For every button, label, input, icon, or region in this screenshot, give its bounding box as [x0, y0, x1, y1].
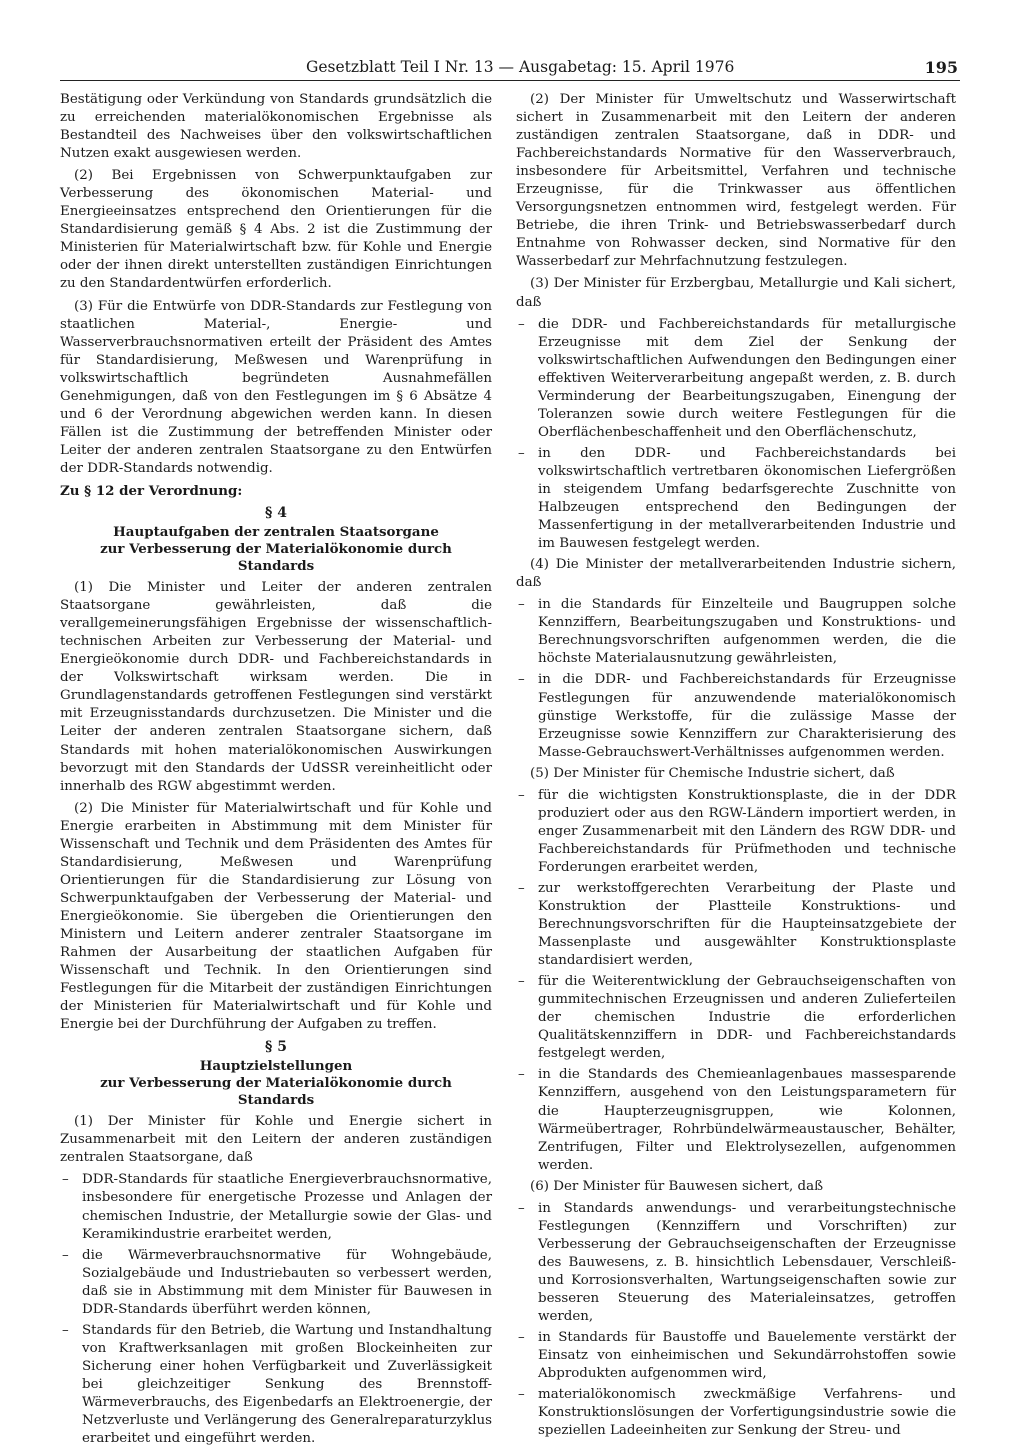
- dash-item: – zur werkstoffgerechten Verarbeitung der Plaste und Konstruktion der Plastteile Konstruktions- und Berechnungsvorschriften für die Haupteinsatzgebiete der Massenplaste und ausgewählter Konstruktionsplaste standardisiert werden,: [516, 880, 956, 970]
- page-header: [60, 58, 960, 81]
- paragraph: (5) Der Minister für Chemische Industrie sichert, daß: [530, 765, 895, 781]
- paragraph: (1) Die Minister und Leiter der anderen zentralen Staatsorgane gewährleisten, daß die verallgemeinerungsfähigen Ergebnisse der wissenschaftlich-technischen Arbeiten zur Verbesserung der Material- und Energieökonomie durch DDR- und Fachbereichstandards in der Volkswirtschaft wirksam werden. Die in Grundlagenstandards getroffenen Festlegungen sind verstärkt mit Erzeugnisstandards durchzusetzen. Die Minister und die Leiter der anderen zentralen Staatsorgane sichern, daß Standards mit hohen materialökonomischen Auswirkungen bevorzugt mit den Standards der UdSSR vereinheitlicht oder innerhalb des RGW abgestimmt werden.: [60, 580, 492, 794]
- dash-item: – in den DDR- und Fachbereichstandards bei volkswirtschaftlich vertretbaren ökonomischen Liefergrößen in steigendem Umfang bedarfsgerechte Zuschnitte von Halbzeugen entsprechend den Bedingungen der Massenfertigung in der metallverarbeitenden Industrie und im Bauwesen festgelegt werden.: [516, 445, 956, 553]
- section-heading: Zu § 12 der Verordnung:: [60, 482, 243, 499]
- paragraph: Bestätigung oder Verkündung von Standards grundsätzlich die zu erreichenden materialökonomischen Ergebnisse als Bestandteil des Nachweises über den volkswirtschaftlichen Nutzen exakt ausgewiesen werden.: [60, 92, 492, 162]
- paragraph-title: [60, 524, 492, 575]
- paragraph-title: [60, 1058, 492, 1109]
- dash-item: – für die wichtigsten Konstruktionsplaste, die in der DDR produziert oder aus den RGW-Ländern importiert werden, in enger Zusammenarbeit mit den Ländern des RGW DDR- und Fachbereichstandards für Prüfmethoden und technische Forderungen erarbeitet werden,: [516, 787, 956, 877]
- dash-item: – die DDR- und Fachbereichstandards für metallurgische Erzeugnisse mit dem Ziel der Senkung der volkswirtschaftlichen Aufwendungen den Bedingungen einer effektiven Weiterverarbeitung angepaßt werden, z. B. durch Verminderung der Bearbeitungszugaben, Einengung der Toleranzen sowie durch weitere Festlegungen für die Oberflächenbeschaffenheit und den Oberflächenschutz,: [516, 316, 956, 442]
- dash-item: – in die Standards des Chemieanlagenbaues massesparende Kennziffern, ausgehend von den Leistungsparametern für die Haupterzeugnisgruppen, wie Kolonnen, Wärmeübertrager, Rohrbündelwärmeaustauscher, Behälter, Zentrifugen, Filter und Elektrolysezellen, aufgenommen werden.: [516, 1066, 956, 1174]
- dash-item: – in die Standards für Einzelteile und Baugruppen solche Kennziffern, Bearbeitungszugaben und Konstruktions- und Berechnungsvorschriften aufgenommen werden, die die höchste Materialausnutzung gewährleisten,: [516, 596, 956, 668]
- header-title: Gesetzblatt Teil I Nr. 13 — Ausgabetag: 15. April 1976: [306, 58, 735, 76]
- dash-item: – für die Weiterentwicklung der Gebrauchseigenschaften von gummitechnischen Erzeugnissen und anderen Zulieferteilen der chemischen Industrie die erforderlichen Qualitätskennziffern in DDR- und Fachbereichstandards festgelegt werden,: [516, 973, 956, 1063]
- dash-item: – in die DDR- und Fachbereichstandards für Erzeugnisse Festlegungen für anzuwendende materialökonomisch günstige Werkstoffe, für die zulässige Masse der Erzeugnisse sowie Kennziffern zur Charakterisierung des Masse-Gebrauchswert-Verhältnisses aufgenommen werden.: [516, 671, 956, 761]
- paragraph-title-line: Hauptzielstellungen: [199, 1058, 353, 1075]
- dash-item: – DDR-Standards für staatliche Energieverbrauchsnormative, insbesondere für energetische Prozesse und Anlagen der chemischen Industrie, der Metallurgie sowie der Glas- und Keramikindustrie erarbeitet werden,: [60, 1171, 492, 1243]
- paragraph-number: § 4: [265, 505, 287, 522]
- dash-item: – Standards für den Betrieb, die Wartung und Instandhaltung von Kraftwerksanlagen mit großen Blockeinheiten zur Sicherung einer hohen Verfügbarkeit und Zuverlässigkeit bei gleichzeitiger Senkung des Brennstoff-Wärmeverbrauchs, des Eigenbedarfs an Elektroenergie, der Netzverluste und Verlängerung des Generalreparaturzyklus erarbeitet und eingeführt werden.: [60, 1322, 492, 1448]
- paragraph: (4) Die Minister der metallverarbeitenden Industrie sichern, daß: [516, 557, 956, 591]
- paragraph-title-line: zur Verbesserung der Materialökonomie durch Standards: [100, 1075, 452, 1109]
- paragraph: (2) Der Minister für Umweltschutz und Wasserwirtschaft sichert in Zusammenarbeit mit den Leitern der anderen zuständigen zentralen Staatsorgane, daß in DDR- und Fachbereichstandards Normative für den Wasserverbrauch, insbesondere für Arbeitsmittel, Verfahren und technische Erzeugnisse, für die Trinkwasser aus öffentlichen Versorgungsnetzen entnommen wird, festgelegt werden. Für Betriebe, die ihren Trink- und Betriebswasserbedarf durch Entnahme von Rohwasser decken, sind Normative für den Wasserbedarf zur Mehrfachnutzung festzulegen.: [516, 92, 956, 270]
- paragraph: (2) Die Minister für Materialwirtschaft und für Kohle und Energie erarbeiten in Abstimmung mit dem Minister für Wissenschaft und Technik und dem Präsidenten des Amtes für Standardisierung, Meßwesen und Warenprüfung Orientierungen für die Standardisierung zur Lösung von Schwerpunktaufgaben der Verbesserung der Material- und Energieökonomie. Sie übergeben die Orientierungen den Ministern und Leitern anderer zentraler Staatsorgane im Rahmen der Ausarbeitung der staatlichen Aufgaben für Wissenschaft und Technik. In den Orientierungen sind Festlegungen für die Mitarbeit der zuständigen Einrichtungen der Ministerien für Materialwirtschaft und für Kohle und Energie bei der Durchführung der Aufgaben zu treffen.: [60, 800, 492, 1033]
- paragraph-title-line: Hauptaufgaben der zentralen Staatsorgane: [113, 524, 439, 541]
- paragraph: (2) Bei Ergebnissen von Schwerpunktaufgaben zur Verbesserung des ökonomischen Material- und Energieeinsatzes entsprechend den Orientierungen für die Standardisierung gemäß § 4 Abs. 2 ist die Zustimmung der Ministerien für Materialwirtschaft bzw. für Kohle und Energie oder der ihnen direkt unterstellten zuständigen Einrichtungen zu den Standardentwürfen erforderlich.: [60, 168, 492, 292]
- paragraph: (1) Der Minister für Kohle und Energie sichert in Zusammenarbeit mit den Leitern der anderen zuständigen zentralen Staatsorgane, daß: [60, 1114, 492, 1166]
- dash-item: – in Standards für Baustoffe und Bauelemente verstärkt der Einsatz von einheimischen und Sekundärrohstoffen sowie Abprodukten aufgenommen wird,: [516, 1329, 956, 1383]
- dash-item: – die Wärmeverbrauchsnormative für Wohngebäude, Sozialgebäude und Industriebauten so verbessert werden, daß sie in Abstimmung mit dem Minister für Bauwesen in DDR-Standards überführt werden können,: [60, 1247, 492, 1319]
- paragraph-title-line: zur Verbesserung der Materialökonomie durch Standards: [100, 541, 452, 575]
- dash-item: – materialökonomisch zweckmäßige Verfahrens- und Konstruktionslösungen der Vorfertigungsindustrie sowie die speziellen Ladeeinheiten zur Senkung der Streu- und: [516, 1386, 956, 1440]
- page-number: 195: [924, 58, 958, 77]
- paragraph: (3) Der Minister für Erzbergbau, Metallurgie und Kali sichert, daß: [516, 276, 956, 310]
- paragraph: (3) Für die Entwürfe von DDR-Standards zur Festlegung von staatlichen Material-, Energie- und Wasserverbrauchsnormativen erteilt der Präsident des Amtes für Standardisierung, Meßwesen und Warenprüfung in volkswirtschaftlich begründeten Ausnahmefällen Genehmigungen, daß von den Festlegungen im § 6 Absätze 4 und 6 der Verordnung abgewichen werden kann. In diesen Fällen ist die Zustimmung der betreffenden Minister oder Leiter der anderen zentralen Staatsorgane zu den Entwürfen der DDR-Standards notwendig.: [60, 298, 492, 476]
- paragraph-number: § 5: [265, 1039, 287, 1056]
- right-column: [516, 91, 956, 1443]
- left-column: [60, 91, 492, 1451]
- paragraph: (6) Der Minister für Bauwesen sichert, daß: [530, 1178, 824, 1194]
- dash-item: – in Standards anwendungs- und verarbeitungstechnische Festlegungen (Kennziffern und Vorschriften) zur Verbesserung der Gebrauchseigenschaften der Erzeugnisse des Bauwesens, z. B. hinsichtlich Lebensdauer, Verschleiß- und Korrosionsverhalten, Wartungseigenschaften sowie zur besseren Steuerung des Materialeinsatzes, getroffen werden,: [516, 1200, 956, 1326]
